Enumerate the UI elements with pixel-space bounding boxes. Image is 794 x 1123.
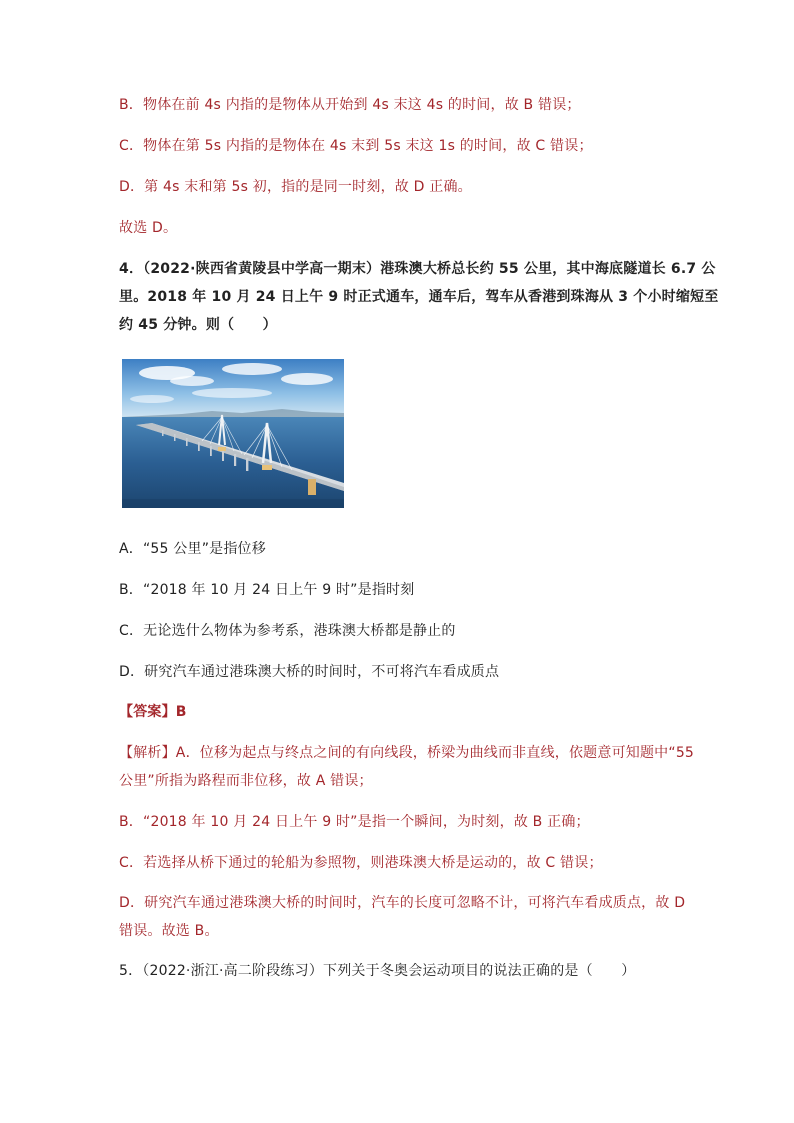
question-5-line: 5．（2022·浙江·高二阶段练习）下列关于冬奥会运动项目的说法正确的是（ ） <box>119 963 636 979</box>
question-4-line-3: 约 45 分钟。则（ ） <box>119 317 277 333</box>
bridge-illustration <box>122 359 344 508</box>
answer-label: 【答案】B <box>119 704 187 720</box>
question-4-line-2: 里。2018 年 10 月 24 日上午 9 时正式通车，通车后，驾车从香港到珠海从 3 个小时缩短至 <box>119 289 719 305</box>
analysis-line-5: D．研究汽车通过港珠澳大桥的时间时，汽车的长度可忽略不计，可将汽车看成质点，故 D <box>119 895 686 911</box>
option-d: D．研究汽车通过港珠澳大桥的时间时，不可将汽车看成质点 <box>119 664 500 680</box>
analysis-line-3: B．“2018 年 10 月 24 日上午 9 时”是指一个瞬间，为时刻，故 B 正确； <box>119 814 590 830</box>
option-c: C．无论选什么物体为参考系，港珠澳大桥都是静止的 <box>119 623 456 639</box>
option-b: B．“2018 年 10 月 24 日上午 9 时”是指时刻 <box>119 582 415 598</box>
explanation-line-c: C．物体在第 5s 内指的是物体在 4s 末到 5s 末这 1s 的时间，故 C 错误； <box>119 138 593 154</box>
analysis-line-1: 【解析】A．位移为起点与终点之间的有向线段，桥梁为曲线而非直线，依题意可知题中“55 <box>119 745 695 761</box>
conclusion-line: 故选 D。 <box>119 220 178 236</box>
analysis-line-2: 公里”所指为路程而非位移，故 A 错误； <box>119 773 373 789</box>
explanation-line-b: B．物体在前 4s 内指的是物体从开始到 4s 末这 4s 的时间，故 B 错误； <box>119 97 581 113</box>
option-a: A．“55 公里”是指位移 <box>119 541 266 557</box>
analysis-line-4: C．若选择从桥下通过的轮船为参照物，则港珠澳大桥是运动的，故 C 错误； <box>119 855 603 871</box>
explanation-line-d: D．第 4s 末和第 5s 初，指的是同一时刻，故 D 正确。 <box>119 179 472 195</box>
analysis-line-6: 错误。故选 B。 <box>119 923 219 939</box>
question-4-line-1: 4．（2022·陕西省黄陵县中学高一期末）港珠澳大桥总长约 55 公里，其中海底隧道长 6.7 公 <box>119 261 716 277</box>
bridge-photo <box>122 359 344 508</box>
